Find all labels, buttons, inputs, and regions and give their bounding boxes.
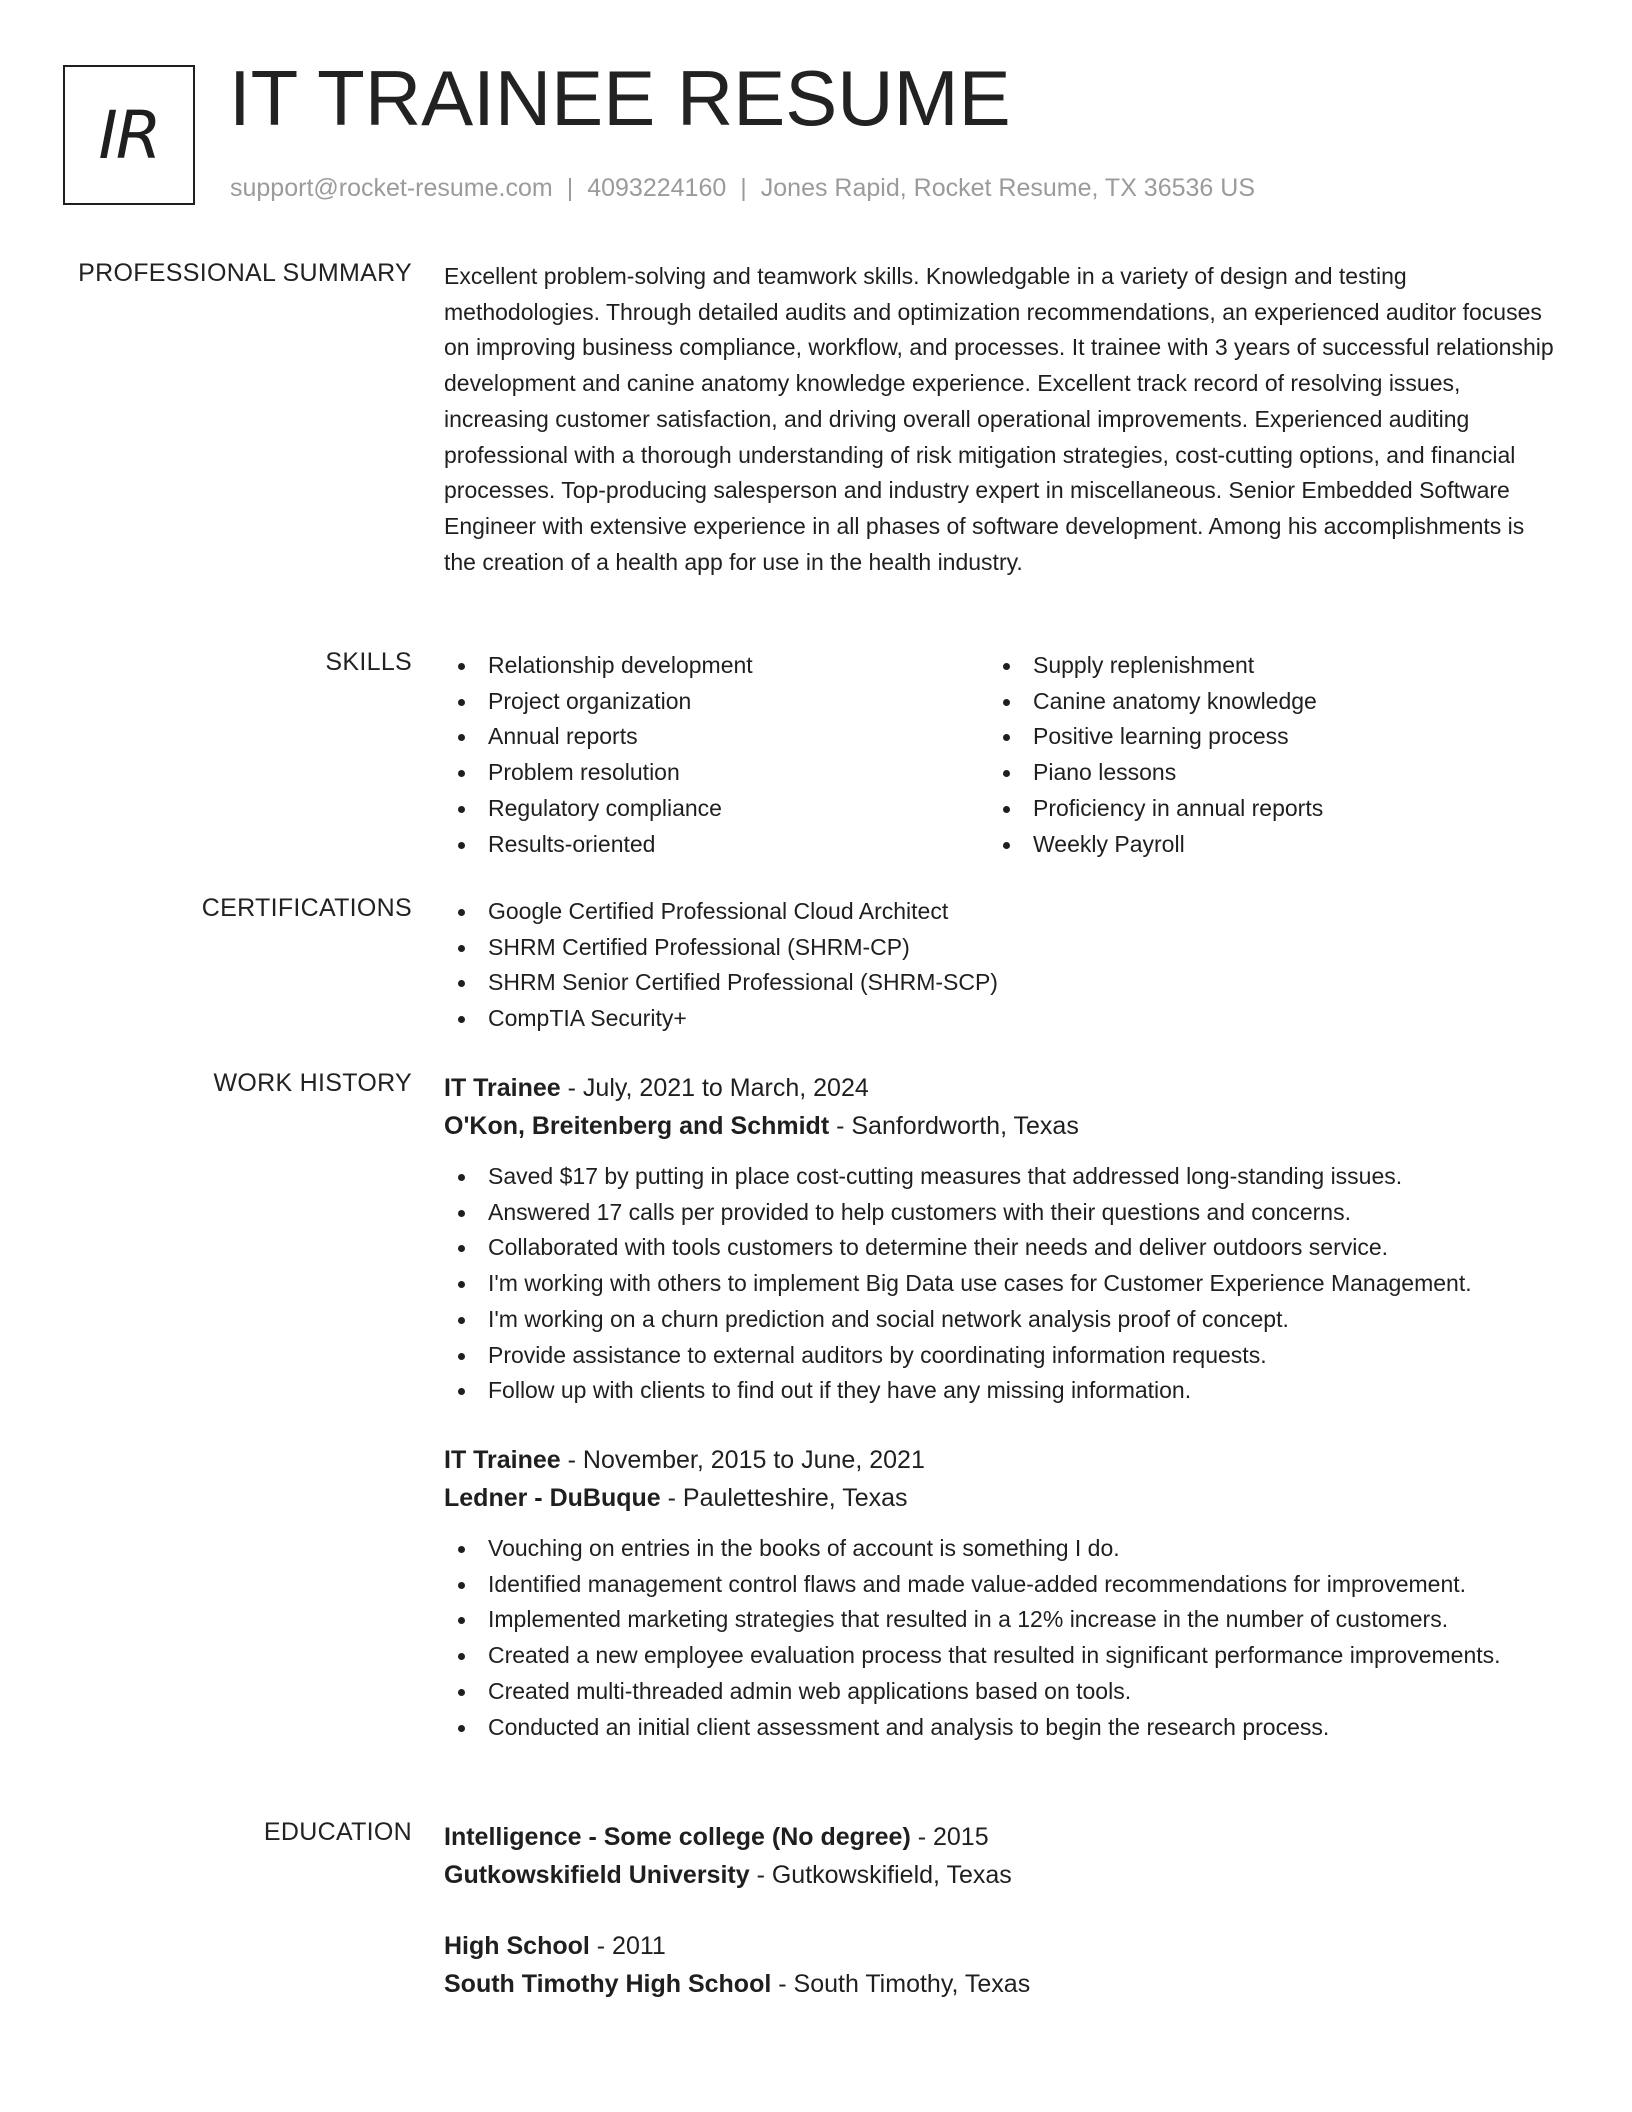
skill-item: Proficiency in annual reports <box>989 791 1534 827</box>
education-school: South Timothy High School <box>444 1970 772 1998</box>
job-bullet: Follow up with clients to find out if they have any missing information. <box>444 1373 1554 1409</box>
contact-address: Jones Rapid, Rocket Resume, TX 36536 US <box>760 174 1256 202</box>
education-degree-line <box>444 1927 1554 1965</box>
section-label-education: EDUCATION <box>263 1818 412 1846</box>
section-label-certifications: CERTIFICATIONS <box>201 894 412 922</box>
education-school-line <box>444 1965 1554 2003</box>
certifications-list <box>444 894 1554 1037</box>
job-title: IT Trainee <box>444 1446 561 1474</box>
job-company: O'Kon, Breitenberg and Schmidt <box>444 1112 830 1140</box>
job-location: - Pauletteshire, Texas <box>660 1484 908 1512</box>
contact-line <box>230 174 1255 203</box>
certification-item: Google Certified Professional Cloud Architect <box>444 894 1554 930</box>
job-bullet: Saved $17 by putting in place cost-cutting measures that addressed long-standing issues. <box>444 1159 1554 1195</box>
skill-item: Results-oriented <box>444 827 989 863</box>
skills-body <box>444 648 1554 862</box>
monogram-initials: IR <box>98 96 160 174</box>
job-bullet: Collaborated with tools customers to determine their needs and deliver outdoors service. <box>444 1230 1554 1266</box>
education-degree-line <box>444 1818 1554 1856</box>
job-bullet: Identified management control flaws and made value-added recommendations for improvement. <box>444 1567 1554 1603</box>
education-school-line <box>444 1856 1554 1894</box>
job-bullet: Conducted an initial client assessment and analysis to begin the research process. <box>444 1710 1554 1746</box>
skill-item: Supply replenishment <box>989 648 1534 684</box>
job-title: IT Trainee <box>444 1074 561 1102</box>
contact-separator: | <box>566 174 574 202</box>
education-location: - South Timothy, Texas <box>771 1970 1031 1998</box>
job-entry <box>444 1441 1554 1745</box>
contact-email[interactable]: support@rocket-resume.com <box>230 174 553 202</box>
skills-left-column <box>444 648 989 862</box>
section-label-work-history: WORK HISTORY <box>213 1069 412 1097</box>
job-bullets <box>444 1531 1554 1745</box>
contact-phone[interactable]: 4093224160 <box>587 174 727 202</box>
summary-text: Excellent problem-solving and teamwork skills. Knowledgable in a variety of design and testing methodologies. Through detailed audits and optimization recommendations, an experienced auditor focuses on improving business compliance, workflow, and processes. It trainee with 3 years of successful relationship development and canine anatomy knowledge experience. Excellent track record of resolving issues, increasing customer satisfaction, and driving overall operational improvements. Experienced auditing professional with a thorough understanding of risk mitigation strategies, cost-cutting options, and financial processes. Top-producing salesperson and industry expert in miscellaneous. Senior Embedded Software Engineer with extensive experience in all phases of software development. Among his accomplishments is the creation of a health app for use in the health industry. <box>444 263 1554 575</box>
education-school: Gutkowskifield University <box>444 1861 750 1889</box>
certifications-body <box>444 894 1554 1037</box>
skill-item: Piano lessons <box>989 755 1534 791</box>
job-bullet: I'm working on a churn prediction and social network analysis proof of concept. <box>444 1302 1554 1338</box>
job-title-line <box>444 1069 1554 1107</box>
certification-item: SHRM Senior Certified Professional (SHRM-SCP) <box>444 965 1554 1001</box>
skill-item: Relationship development <box>444 648 989 684</box>
skill-item: Problem resolution <box>444 755 989 791</box>
education-year: - 2015 <box>910 1823 989 1851</box>
skill-item: Regulatory compliance <box>444 791 989 827</box>
job-title-line <box>444 1441 1554 1479</box>
skill-item: Canine anatomy knowledge <box>989 684 1534 720</box>
certification-item: CompTIA Security+ <box>444 1001 1554 1037</box>
job-dates: - July, 2021 to March, 2024 <box>560 1074 869 1102</box>
skills-grid <box>444 648 1554 862</box>
job-bullet: Vouching on entries in the books of account is something I do. <box>444 1531 1554 1567</box>
job-entry <box>444 1069 1554 1409</box>
monogram-box <box>63 65 195 205</box>
contact-separator: | <box>740 174 747 202</box>
section-label-summary: PROFESSIONAL SUMMARY <box>78 259 412 287</box>
job-bullet: I'm working with others to implement Big Data use cases for Customer Experience Management. <box>444 1266 1554 1302</box>
education-year: - 2011 <box>589 1932 666 1960</box>
job-bullet: Created a new employee evaluation process that resulted in significant performance improvements. <box>444 1638 1554 1674</box>
job-bullet: Answered 17 calls per provided to help customers with their questions and concerns. <box>444 1195 1554 1231</box>
job-location: - Sanfordworth, Texas <box>829 1112 1079 1140</box>
education-entry <box>444 1927 1554 2003</box>
job-company-line <box>444 1479 1554 1517</box>
skill-item: Positive learning process <box>989 719 1534 755</box>
job-company: Ledner - DuBuque <box>444 1484 661 1512</box>
job-bullet: Provide assistance to external auditors by coordinating information requests. <box>444 1338 1554 1374</box>
job-company-line <box>444 1107 1554 1145</box>
job-bullet: Implemented marketing strategies that resulted in a 12% increase in the number of customers. <box>444 1602 1554 1638</box>
job-dates: - November, 2015 to June, 2021 <box>560 1446 925 1474</box>
certification-item: SHRM Certified Professional (SHRM-CP) <box>444 930 1554 966</box>
education-entry <box>444 1818 1554 1894</box>
resume-title: IT TRAINEE RESUME <box>229 54 1011 142</box>
job-bullet: Created multi-threaded admin web applications based on tools. <box>444 1674 1554 1710</box>
skills-right-column <box>989 648 1534 862</box>
education-degree: Intelligence - Some college (No degree) <box>444 1823 911 1851</box>
section-label-skills: SKILLS <box>325 648 412 676</box>
skill-item: Project organization <box>444 684 989 720</box>
skill-item: Weekly Payroll <box>989 827 1534 863</box>
education-location: - Gutkowskifield, Texas <box>749 1861 1012 1889</box>
job-bullets <box>444 1159 1554 1409</box>
skill-item: Annual reports <box>444 719 989 755</box>
education-degree: High School <box>444 1932 590 1960</box>
